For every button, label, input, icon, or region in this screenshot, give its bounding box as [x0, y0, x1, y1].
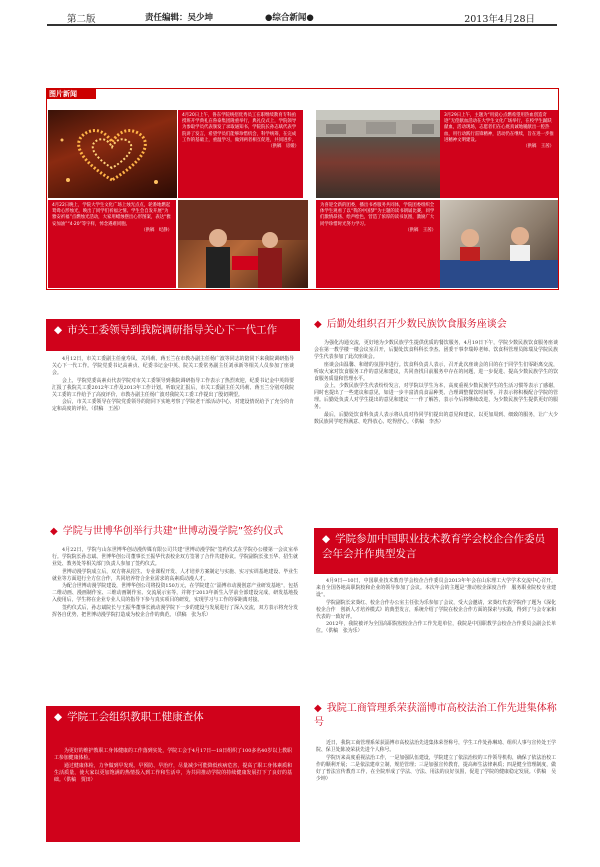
- article-6-title: ◆ 我院工商管理系荣获淄博市高校法治工作先进集体称号: [314, 703, 557, 728]
- photo-candles-heart: [48, 110, 177, 198]
- article-1-body: 4月12日，市关工委副主任童寿凤、关玛莉、蒋玉兰在市教办副主任杨广波等同志的陪同下来我院调研指导关心下一代工作。学院党委书记高素贞、纪委书记金中英、院关工委常务副主任刘承新等相关人员参加了座谈会。 会上，学院党委高素贞代表学院对市关工委领导到我院调研指导工作表示了热烈欢迎，纪委书记金中英简要汇报了我院关工委2012年工作及2013年工作计划。听取完汇报后，市关工委副主任关玛莉、蒋玉兰分别对我院关工委的工作给予了高度评价，市教办副主任杨广波对我院关工委工作提出了殷切期望。 会后，市关工委领导在学院党委领导的陪同下实地考察了学院老干部活动中心，对建设情况给予了充分的肯定和高度的评价。（供稿 王茜）: [52, 356, 294, 413]
- article-3-title: ◆ 学院与世博华创举行共建“世博动漫学院”签约仪式: [50, 526, 284, 537]
- candle-heart-illustration: [48, 110, 177, 198]
- photo-blood-donation-crowd: [316, 110, 440, 198]
- article-5-body: 为更好的维护教职工身体健康的工作落到实处，学院工会于4月17日—18日组织了100多名40岁以上教职工参加健康体检。 通过健康体检，力争做到早发现、早预防、早治疗，尽量减少可能降低疾病危害，提高了职工身体素质和生活质量，使大家以更加饱满的热情投入到工作和生活中，为共同推动学院的持续健康发展打下了良好的基础。（供稿 贾田）: [46, 742, 300, 842]
- caption-3: 4月22日晚上，学院大学生文化广场上烛光点点，轮番地燃起鸳鸯心形烛光，映出了同学们祈福之情。学生会自发开展“为雅安祈福”点燃烛光活动，大家用蜡烛摆出心形图案，表达“雅安加油”“4·20”等字样，悼念遇难同胞。 （供稿 纪静）: [48, 200, 176, 288]
- edition-label: 第二版: [67, 14, 96, 25]
- photo-students-table: [440, 200, 558, 288]
- issue-date: 2013年4月28日: [464, 14, 535, 25]
- photo-news-label: 图片新闻: [46, 88, 96, 99]
- diamond-bullet-icon: ◆: [54, 324, 63, 336]
- caption-1: 4月20日上午，鲁东学院统招优秀员工在职继续教育专科函授班开学典礼在鲁泰集团隆重举行，典礼仪式上，学院领导为参取学员代表颁发了录取通知书，学院院长孙志斌代表学院讲了发言，希望学员们能够珍惜机会，科学统筹，在完成工作的基础上，重温学习，做到两者相互促进，共同进步。 （供稿 房媛）: [178, 110, 303, 198]
- students-illustration: [440, 200, 558, 288]
- ceremony-illustration: [178, 200, 308, 288]
- crowd-illustration: [316, 110, 440, 198]
- diamond-bullet-icon: ◆: [314, 703, 322, 714]
- article-2-title: ◆ 后勤处组织召开少数民族饮食服务座谈会: [314, 319, 507, 330]
- editor-label: 责任编辑：吴少坤: [145, 13, 214, 23]
- article-4-body: 4月9日—10日，中国职业技术教育学会校企合作委员会2013年年会在山东理工大学学术交流中心召开，来自全国各地高职院校和企业的领导参加了会议。本次年会的主题是“推动校企深度合作 服务职业院校专业建设”。 学院副院长宋葵红、校企合作办公室主任张为乐参加了会议，受大会邀请，宋葵红代表学院作了题为《深化校企合作 创新人才培养模式》的典型发言，系统介绍了学院在校企合作方面的探索与实践，得到了与会专家和代表的一致好评。 2012年，我院被评为全国高职院校校企合作工作先进单位，我院是中国职教学会校企合作委员会副会长单位。（供稿 张为乐）: [316, 578, 556, 635]
- diamond-bullet-icon: ◆: [314, 319, 322, 330]
- diamond-bullet-icon: ◆: [50, 526, 58, 537]
- article-4-title: ◆ 学院参加中国职业技术教育学会校企合作委员会年会并作典型发言: [314, 528, 558, 574]
- article-6-body: 近日，我院工商管理系荣获淄博市高校法治先进集体荣誉称号，学生工作处孙琳琦、组织人事与宣传处王学院、保卫处陈凌荣获先进个人称号。 学院历来高度重视法治工作，一是加强队伍建设，学院建立了依法治校的工作领导机构，确保了依法治校工作的顺利开展；二是依法建章立制，规范管理；三是加强宣传教育，提高师生法律素质；四是健全管理制度，做好了普法宣传教育工作，在全院形成了学法、守法、用法的良好氛围，促进了学院的健康稳定发展。（供稿 吴少坤）: [316, 740, 556, 782]
- photo-ceremony: [178, 200, 308, 288]
- caption-4: 为喜迎全新的团委，播出书香服务共同体，学院团委组织全体学生观看了以“我的中国梦”为主题的读书朗诵比赛，同学们激情昂扬、绘声绘色，营造了浓厚的读书氛围，激励广大同学珍惜时光努力学习。 （供稿 王茜）: [316, 200, 440, 288]
- article-3-body: 4月22日，学院与山东世博华创动漫传媒有限公司共建“世博动漫学院”签约仪式在学院办公楼第一会议室举行。学院院长孙志斌、世博华创公司董事长王振华代表校企双方签署了合作共建协议。学院副院长张玉华、招生就业处、教务处等相关部门负责人参加了签约仪式。 世博动漫学院成立后，双方将从招生、专业课程开发、人才培养方案制定与实施、实习实训基地建设、毕业生就业等方面进行全方位合作，共同培养符合企业需求的高素质动漫人才。 为配合世博动漫学院建设，世博华创公司将投资150万元，在学院建立“淄博市动漫创意产业研发基地”，包括二维动画、漫画制作室、三维动画制作室、交流展示室等，并将于2013年新生入学前全部建设完成，研发基地投入使用后，学生将在企业专业人员的指导下参与真实项目的研发，实现学习与工作的零距离对接。 签约仪式后，孙志斌院长与王振华董事长就动漫学院下一步的建设与发展进行了深入交流，双方表示将充分发挥各自优势，把世博动漫学院打造成为校企合作的典范。（供稿 张为乐）: [52, 547, 298, 618]
- article-2-body: 为强化沟通交流，更好地为少数民族学生提供优质的餐饮服务，4月19日下午，学院少数民族饮食服务座谈会在第一教学楼一楼会议室召开，后勤处饮食科科长李杰、团委干事李瑞婷老师、饮食科管理员陈瑞及学院民族学生代表参加了此次座谈会。 座谈会由温馨、和谐的氛围中进行。饮食科负责人表示，召开此次座谈会的目的在于同学生们零距离交流，听取大家对饮食服务工作的意见和建议，共同查找目前服务中存在的问题，进一步促进、提高少数民族学生的饮食服务质量和管理水平。 会上，少数民族学生代表纷纷发言，对学院以学生为本，高度重视少数民族学生的生活习惯等表示了感谢，同时也提出了一些建议和意见，如进一步丰富清真食品种类、合理调整餐饮时间等，并表示将积极配合学院的管理。后勤处负责人对学生提出的意见和建议一一作了解答，表示今后将继续改进，为少数民族学生提供更好的服务。 最后，后勤处饮食科负责人表示将认真对待同学们提出的意见和建议，以更加周到、细致的服务，让广大少数民族同学吃得满意、吃得放心、吃得舒心。（供稿 李杰）: [314, 340, 558, 425]
- diamond-bullet-icon: ◆: [54, 711, 63, 723]
- section-label: ●综合新闻●: [265, 13, 314, 23]
- page-header: [47, 6, 557, 26]
- article-5-title: ◆ 学院工会组织教职工健康查体: [46, 706, 300, 742]
- diamond-bullet-icon: ◆: [322, 533, 331, 545]
- caption-2: 3月29日上午，主题为“用爱心点燃希望用热血创造奇迹”无偿献血活动在大学生文化广场举行，在校学生踊跃献血，活动现场，志愿者们在心底真诚地履献出一腔热血，用行动践行雷锋精神，活动仍在继续，旨在进一步推进精神文明建设。 （供稿 王茜）: [440, 110, 558, 198]
- article-1-title: ◆ 市关工委领导到我院调研指导关心下一代工作: [46, 319, 300, 351]
